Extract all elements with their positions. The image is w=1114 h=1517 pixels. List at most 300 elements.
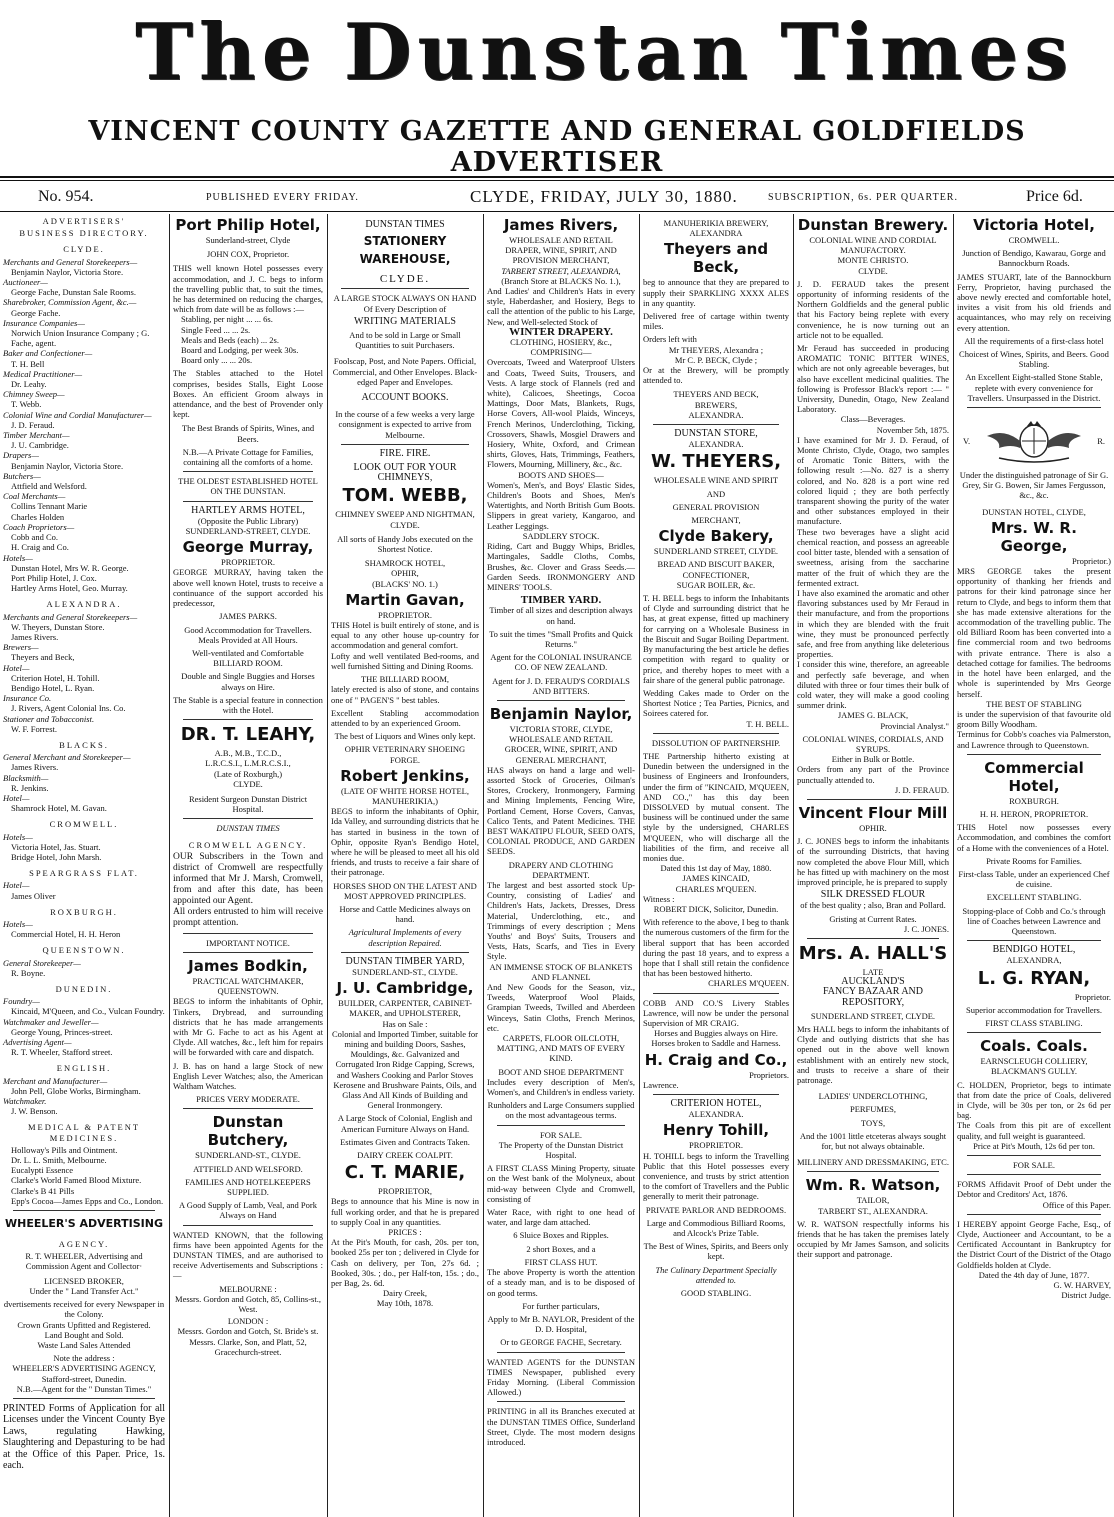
ad-text: T. H. BELL begs to inform the Inhabitants of Clyde and surrounding district that he has, at great expense, fitted up machinery for carrying on a Wholesale Business in the Biscuit and Sugar Boiling Department. By manufacturing the best article he defies competition with regard to quality or price, and thereby hopes to meet with a fair share of the general public patronage.	[643, 593, 789, 685]
ad-text: WANTED AGENTS for the DUNSTAN TIMES Newspaper, published every Friday Morning. (Liberal Commission Allowed.)	[487, 1356, 635, 1398]
list-item: George Young, Princes-street.	[11, 1026, 113, 1037]
ad-text: The Culinary Department Specially attended to.	[655, 1264, 777, 1285]
ad-text: Begs to announce that his Mine is now in full working order, and that he is prepared to supply Coal in any quantities.	[331, 1196, 479, 1227]
signature: CHARLES M'QUEEN.	[675, 883, 757, 894]
signature: J. C. JONES.	[903, 923, 949, 934]
robert-jenkins-heading: Robert Jenkins,	[340, 766, 470, 785]
ad-text: CRITERION HOTEL,	[670, 1098, 762, 1110]
dunstan-brewery-heading: Dunstan Brewery.	[797, 216, 949, 234]
ad-text: Gristing at Current Rates.	[829, 913, 917, 924]
ad-text: And the 1001 little etceteras always sought for, but not always obtainable.	[799, 1130, 947, 1152]
ad-text: ALEXANDRA.	[688, 409, 744, 420]
speargrass-list	[3, 880, 165, 900]
mrs-hall-heading: Mrs. A. HALL'S	[798, 943, 948, 964]
ad-text: All sorts of Handy Jobs executed on the Shortest Notice.	[337, 533, 473, 555]
list-item: Clarke's B 41 Pills	[11, 1185, 75, 1196]
ad-text: CLYDE.	[858, 265, 888, 276]
list-item: Watchmaker and Jeweller—	[3, 1016, 99, 1027]
list-item: James Rivers.	[11, 631, 59, 642]
ad-text: At the Pit's Mouth, for cash, 20s. per ton, booked 25s per ton ; delivered in Clyde for Cash on delivery, per Ton, 27s 6d. ; Booked, 30s. ; do., per Half-ton, 15s. ; do., per Bag, 2s. 6d.	[331, 1237, 479, 1289]
signature: JAMES G. BLACK,	[837, 710, 909, 721]
ad-text: THIS Hotel is built entirely of stone, and is equal to any other house up-country for accommodation and general comfort.	[331, 620, 479, 651]
ad-text: Lofty and well ventilated Bed-rooms, and well furnished Sitting and Dining Rooms.	[331, 650, 479, 671]
proprietor: PROPRIETOR.	[378, 609, 432, 620]
divider	[183, 1108, 313, 1109]
ad-text: FAMILIES AND HOTELKEEPERS SUPPLIED.	[185, 1176, 311, 1197]
ad-text: FOR SALE.	[539, 1129, 583, 1140]
ad-text: TAILOR,	[856, 1195, 890, 1206]
ad-text: LOOK OUT FOR YOUR CHIMNEYS,	[353, 462, 457, 484]
ad-text: ALEXANDRA.	[688, 1109, 744, 1120]
ad-text: Colonial and Imported Timber, suitable for mining and building Doors, Sashes, Mouldings, &c. Galvanized and Corrugated Iron Ridge Capping, Screws, and Washers Cooking and Parlor Stoves Kerosene and Brushware Paints, Oils, and Glass And All Kinds of Building and General Ironmongery.	[331, 1028, 479, 1111]
divider	[653, 733, 779, 734]
ad-text: Large and Commodious Billiard Rooms, and Alcock's Prize Table.	[646, 1217, 786, 1239]
section-roxburgh: ROXBURGH.	[50, 906, 118, 917]
column-1-directory	[0, 214, 168, 1517]
clyde-bakery-heading: Clyde Bakery,	[658, 527, 774, 546]
ad-text: To suit the times "Small Profits and Quick Returns."	[489, 628, 633, 649]
ad-text: Foolscap, Post, and Note Papers. Official, Commercial, and Other Envelopes. Black-edged Paper and Envelopes.	[332, 356, 478, 387]
divider	[183, 501, 313, 502]
ad-text: GENERAL PROVISION	[672, 501, 760, 512]
ad-text: Wedding Cakes made to Order on the Shortest Notice ; Tea Parties, Picnics, and Soirees catered for.	[643, 687, 789, 719]
section-medical: MEDICAL & PATENT MEDICINES.	[27, 1122, 141, 1143]
signature: G. W. HARVEY,	[1053, 1280, 1111, 1291]
ad-text: Good Accommodation for Travellers. Meals Provided at All Hours.	[184, 624, 312, 645]
list-item: Epp's Cocoa—James Epps and Co., London.	[11, 1195, 164, 1206]
ad-text: Junction of Bendigo, Kawarau, Gorge and Bannockburn Roads.	[962, 248, 1106, 269]
divider	[341, 952, 469, 953]
clyde-list	[3, 257, 165, 594]
tom-webb-heading: TOM. WEBB,	[342, 485, 468, 507]
royal-seal-row	[957, 412, 1111, 470]
ad-text: LADIES' UNDERCLOTHING,	[818, 1091, 928, 1102]
ad-text: IMPORTANT NOTICE.	[206, 937, 290, 948]
wheeler-heading: WHEELER'S ADVERTISING	[5, 1217, 163, 1231]
section-queenstown: QUEENSTOWN.	[42, 945, 126, 956]
ad-text: Orders left with	[643, 334, 697, 345]
ad-text: ALEXANDRA	[689, 228, 743, 239]
address: Sunderland-street, Clyde	[205, 235, 291, 245]
ad-text: CARPETS, FLOOR OILCLOTH, MATTING, AND MATS OF EVERY KIND.	[496, 1033, 626, 1064]
ad-text: THIS well known Hotel possesses every accommodation, and J. C. begs to inform the travelling public that, to suit the times, he has determined on reducing the charges, which from date will be as follows :—	[173, 263, 323, 315]
alexandra-list	[3, 612, 165, 734]
ad-text: Water Race, with right to one head of water, and large dam attached.	[487, 1207, 635, 1228]
stationery-warehouse-heading: STATIONERY WAREHOUSE,	[359, 234, 451, 267]
ad-text: PRICES VERY MODERATE.	[196, 1094, 300, 1105]
ad-text: TOYS,	[860, 1117, 886, 1128]
list-item: Hotel—	[3, 662, 30, 673]
ad-text: Superior accommodation for Travellers.	[966, 1004, 1102, 1015]
divider	[497, 1401, 625, 1402]
ad-text: OUR Subscribers in the Town and district of Cromwell are respectfully informed that Mr J. Marsh, Cromwell, from and after this date, has been appointed our Agent.	[173, 851, 323, 906]
ad-text: A LARGE STOCK ALWAYS ON HAND Of Every Description of	[333, 293, 477, 314]
list-item: Meals and Beds (each) ... 2s.	[181, 334, 279, 345]
ad-text: (Branch Store at BLACKS No. 1.),	[501, 275, 621, 286]
ad-text: CLYDE.	[233, 778, 263, 789]
ad-text: Mr Feraud has succeeded in producing AROMATIC TONIC BITTER WINES, which are not only agreeable beverages, but also have excellent medicinal qualities. The following is Professor Black's report :— " University, Dunedin, Otago, New Zealand Laboratory.	[797, 343, 949, 415]
list-item: Stabling, per night ... ... 6s.	[181, 314, 273, 325]
ad-text: Office of this Paper.	[1042, 1199, 1111, 1210]
column-3	[328, 214, 482, 1517]
ad-text: Class—Beverages.	[840, 414, 906, 425]
list-item: Hotels—	[3, 831, 33, 842]
ad-text: The best of Liquors and Wines only kept.	[334, 731, 476, 742]
benjamin-naylor-heading: Benjamin Naylor,	[489, 704, 633, 723]
list-item: Norwich Union Insurance Company ; G. Fache, agent.	[11, 328, 150, 349]
list-item: T. Webb.	[11, 399, 42, 410]
list-item: Dr. L. L. Smith, Melbourne.	[11, 1155, 107, 1166]
ad-text: Lawrence.	[643, 1079, 679, 1090]
masthead-word-dunstan: Dunstan	[343, 7, 754, 98]
list-item: Coach Proprietors—	[3, 521, 75, 532]
ad-text: (Late of Roxburgh,)	[213, 768, 283, 779]
ad-text: Timber of all sizes and description always on hand.	[489, 605, 633, 626]
column-5	[640, 214, 792, 1517]
signature: JAMES KINCAID,	[682, 873, 750, 884]
ad-text: MELBOURNE :	[219, 1283, 277, 1294]
ad-text: Or at the Brewery, will be promptly attended to.	[643, 365, 789, 386]
ad-text: Agricultural Implements of every description Repaired.	[348, 927, 462, 948]
ad-text: A Large Stock of Colonial, English and American Furniture Always on Hand.	[337, 1113, 473, 1134]
hartley-arms-heading: HARTLEY ARMS HOTEL,	[191, 504, 305, 516]
ad-text: I consider this wine, therefore, an agreeable and perfectly safe beverage, and when diluted with three or four times their bulk of cold water, they will make a good cooling summer drink.	[797, 659, 949, 711]
list-item: James Oliver	[11, 890, 56, 901]
ad-text: N.B.—A Private Cottage for Families, containing all the comforts of a home.	[182, 446, 314, 468]
roxburgh-list	[3, 919, 165, 939]
ad-text: Dated the 4th day of June, 1877.	[978, 1269, 1090, 1280]
list-item: J. D. Feraud.	[11, 419, 55, 430]
ad-text: FIRST CLASS HUT.	[524, 1256, 598, 1267]
wheeler-street: Stafford-street, Dunedin.	[41, 1373, 127, 1384]
list-item: George Fache.	[11, 307, 61, 318]
list-item: Criterion Hotel, H. Tohill.	[11, 672, 100, 683]
ad-text: DUNSTAN STORE,	[674, 428, 758, 440]
address: SUNDERLAND STREET, CLYDE.	[653, 546, 779, 557]
ad-text: W. R. WATSON respectfully informs his friends that he has taken the premises lately occupied by Mr James Samson, and solicits their support and patronage.	[797, 1218, 949, 1260]
ad-text: The Stables attached to the Hotel comprises, besides Stalls, Eight Loose Boxes. An efficient Groom always in attendance, and the best of Provender only kept.	[173, 368, 323, 420]
ad-text: May 10th, 1878.	[376, 1298, 434, 1309]
watson-heading: Wm. R. Watson,	[805, 1176, 941, 1195]
section-alexandra: ALEXANDRA.	[46, 599, 122, 610]
list-item: Commercial Hotel, H. H. Heron	[11, 929, 121, 940]
henry-tohill-heading: Henry Tohill,	[662, 1121, 770, 1140]
dunedin-list	[3, 996, 165, 1057]
ad-text: Under the distinguished patronage of Sir G. Grey, Sir G. Bowen, Sir James Fergusson, &c., &c.	[959, 470, 1109, 501]
ad-text: COMPRISING—	[530, 347, 592, 358]
ad-text: Horses and Buggies always on Hire. Horses broken to Saddle and Harness.	[651, 1028, 781, 1049]
ad-text: Messrs. Gordon and Gotch, St. Bride's st. Messrs. Clarke, Son, and Platt, 52, Gracechurch-street.	[177, 1326, 319, 1357]
list-item: J. W. Benson.	[11, 1106, 58, 1117]
ad-text: J. C. JONES begs to inform the inhabitants of the surrounding Districts, that having now completed the above Flour Mill, which he has fitted up with machinery on the most improved principle, he is prepared to supply	[797, 836, 949, 887]
ad-text: (LATE OF WHITE HORSE HOTEL, MANUHERIKIA,)	[340, 785, 470, 806]
medical-list	[3, 1145, 165, 1206]
ad-text: These two beverages have a slight acid chemical reaction, and possess an agreeable cool bitter taste, blended with a sensation of sweetness, arising from the saccharine matter of the fruit of which they are the fermented extract.	[797, 526, 949, 588]
address: SUNDERLAND-STREET, CLYDE.	[185, 526, 311, 537]
list-item: Butchers—	[3, 470, 41, 481]
divider	[183, 952, 313, 953]
ad-text: BEGS to inform the inhabitants of Ophir, Tinkers, Drybread, and surrounding districts that he has made arrangements with Mr G. Fache to act as his Agent at Clyde. All watches, &c., left him for repairs will be forwarded with care and dispatch.	[173, 996, 323, 1058]
list-item: Timber Merchant—	[3, 430, 70, 441]
list-item: Hartley Arms Hotel, Geo. Murray.	[11, 583, 128, 594]
ad-text: Mr THEYERS, Alexandra ;	[668, 344, 764, 355]
seal-letter-r: R.	[1097, 435, 1105, 446]
list-item: T. H. Bell	[11, 358, 45, 369]
wheeler-text: R. T. WHEELER, Advertising and Commission Agent and Collector·	[25, 1251, 143, 1272]
list-item: Medical Practitioner—	[3, 368, 83, 379]
columns	[0, 214, 1114, 1517]
seal-letter-v: V.	[963, 435, 971, 446]
ad-text: Either in Bulk or Bottle.	[831, 754, 915, 765]
list-item: Bridge Hotel, John Marsh.	[11, 851, 102, 862]
ad-text: Estimates Given and Contracts Taken.	[340, 1136, 470, 1147]
list-item: General Storekeeper—	[3, 957, 81, 968]
ad-text: THE Partnership hitherto existing at Dunedin between the undersigned in the business of Engineers and Ironfounders, under the firm of "KINCAID, M'QUEEN, AND CO.," has this day been DISSOLVED by mutual consent. The business will be continued under the same style by the undersigned, CHARLES M'QUEEN, who will discharge all the liabilities of the firm, and receive all monies due.	[643, 750, 789, 863]
ad-text: L.R.C.S.I., L.M.R.C.S.I.,	[205, 758, 291, 769]
ad-text: CROMWELL.	[1008, 235, 1060, 245]
ad-text: HAS always on hand a large and well-assorted Stock of Groceries, Oilman's Stores, Crockery, Ironmongery, Farming and Mining Implements, Fencing Wire, Portland Cement, Horse Covers, Canvas, Calico Tents, and Patent Medicines. THE BEST WAKATIPU FLOUR, SEED OATS, COLONIAL PRODUCE, AND GARDEN SEEDS.	[487, 764, 635, 857]
ad-text: beg to announce that they are prepared to supply their SPARKLING XXXX ALES in any quantity.	[643, 277, 789, 308]
list-item: Dr. Leahy.	[11, 379, 47, 390]
ad-text: EARNSCLEUGH COLLIERY,	[980, 1056, 1088, 1067]
ad-text: Riding, Cart and Buggy Whips, Bridles, Martingales, Saddle Cloths, Combs, Brushes, &c. Clover and Grass Seeds.—Garden Seeds. IRONMONGERY AND MINERS' TOOLS.	[487, 541, 635, 592]
george-murray-heading: George Murray,	[182, 538, 314, 557]
ad-text: A Good Supply of Lamb, Veal, and Pork Always on Hand	[179, 1200, 317, 1221]
divider	[967, 407, 1101, 408]
list-item: H. Craig and Co.	[11, 542, 69, 553]
ad-text: Includes every description of Men's, Women's, and Children's in endless variety.	[487, 1076, 635, 1098]
wheeler-crown: Crown Grants Upfitted and Registered.	[17, 1319, 151, 1330]
divider	[967, 1155, 1101, 1156]
list-item: J. U. Cambridge.	[11, 440, 69, 451]
list-item: Benjamin Naylor, Victoria Store.	[11, 266, 124, 277]
section-cromwell: CROMWELL.	[49, 819, 119, 830]
list-item: Victoria Hotel, Jas. Stuart.	[11, 841, 101, 852]
list-item: Merchants and General Storekeepers—	[3, 611, 138, 622]
port-philip-hotel-heading: Port Philip Hotel,	[175, 216, 321, 234]
list-item: James Rivers.	[11, 762, 59, 773]
list-item: Port Philip Hotel, J. Cox.	[11, 572, 97, 583]
ad-text: MRS GEORGE takes the present opportunity of thanking her friends and patrons for their kind patronage since her return to Clyde, and begs to inform them that she has made extensive alterations for the accommodation of the travelling public. The old Billiard Room has been converted into a fine commercial room and two bedrooms with private entrance. There is also a detached cottage for families. The bedrooms in the hotel have been enlarged, and the whole is superintended by Mrs George herself.	[957, 566, 1111, 699]
list-item: W. Theyers, Dunstan Store.	[11, 621, 105, 632]
ad-text: I have examined for Mr J. D. Feraud, of Monte Christo, Clyde, Otago, two samples of Aromatic Tonic Bitters, with the following result :—No. 827 is a sherry colored, and No. 828 is a port wine red colored liquid ; they are both perfectly transparent showing the purity of the water and other substances employed in their manufacture.	[797, 434, 949, 527]
divider	[341, 288, 469, 289]
ad-text: PRIVATE PARLOR AND BEDROOMS.	[645, 1204, 787, 1215]
list-item: R. T. Wheeler, Stafford street.	[11, 1047, 113, 1058]
ad-text: The Best of Wines, Spirits, and Beers only kept.	[643, 1241, 789, 1262]
signature: J. D. FERAUD.	[894, 784, 949, 795]
victoria-hotel-heading: Victoria Hotel,	[973, 216, 1095, 234]
list-item: Hotels—	[3, 919, 33, 929]
list-item: Shamrock Hotel, M. Gavan.	[11, 803, 107, 814]
divider	[183, 1225, 313, 1226]
divider	[653, 424, 779, 425]
ad-text: Agent for J. D. FERAUD'S CORDIALS AND BITTERS.	[492, 675, 630, 696]
list-item: Auctioneer—	[3, 277, 48, 288]
ad-text: The largest and best assorted stock Up-Country, consisting of Ladies' and Children's Hats, Jackets, Dresses, Dress Material, Underclothing, etc., and Trimmings of every description ; Mens Youths' and Boys' Suits, Trousers and Vests, Hats, Scarfs, and Ties in Every Style.	[487, 879, 635, 962]
ad-text: THE BILLIARD ROOM,	[360, 674, 450, 685]
address: SUNDERLAND-ST., CLYDE.	[195, 1150, 301, 1161]
ad-text: Resident Surgeon Dunstan District Hospital.	[188, 793, 308, 815]
list-item: Advertising Agent—	[3, 1037, 72, 1048]
ad-text: BOOTS AND SHOES—	[518, 469, 604, 480]
ad-text: FORMS Affidavit Proof of Debt under the Debtor and Creditors' Act, 1876.	[957, 1179, 1111, 1200]
ad-text: CLYDE.	[379, 273, 431, 286]
ad-text: For further particulars,	[522, 1300, 600, 1311]
ad-text: JAMES STUART, late of the Bannockburn Ferry, Proprietor, having purchased the above newly erected and comfortable hotel, invites a visit from his old friends and acquaintances, who may rely on receiving every attention.	[957, 271, 1111, 333]
mrs-george-heading: Mrs. W. R. George,	[991, 518, 1077, 555]
ad-text: The Property of the Dunstan District Hospital.	[498, 1139, 624, 1161]
royal-crest-icon	[979, 418, 1089, 464]
proprietor: PROPRIETOR.	[221, 557, 275, 568]
list-item: Holloway's Pills and Ointment.	[11, 1144, 118, 1155]
ad-text: Or to GEORGE FACHE, Secretary.	[500, 1337, 622, 1348]
ad-text: TIMBER YARD.	[520, 594, 602, 607]
list-item: Clarke's World Famed Blood Mixture.	[11, 1175, 142, 1186]
commercial-hotel-heading: Commercial Hotel,	[984, 758, 1084, 795]
martin-gavan-heading: Martin Gavan,	[345, 590, 465, 609]
ad-text: DUNSTAN HOTEL, CLYDE,	[982, 506, 1086, 517]
ad-text: Witness :	[643, 893, 675, 904]
list-item: Baker and Confectioner—	[3, 348, 93, 359]
list-item: Insurance Co.	[3, 693, 52, 704]
list-item: General Merchant and Storekeeper—	[3, 752, 131, 763]
list-item: Single Feed ... ... 2s.	[181, 324, 251, 335]
ad-text: DUNSTAN TIMES	[216, 823, 280, 834]
ad-text: Delivered free of cartage within twenty miles.	[643, 311, 789, 332]
ad-text: The Coals from this pit are of excellent quality, and full weight is guaranteed.	[957, 1120, 1111, 1141]
ad-text: CLOTHING, HOSIERY, &c.,	[510, 337, 612, 348]
section-dunedin: DUNEDIN.	[55, 984, 113, 995]
section-blacks: BLACKS.	[59, 739, 109, 750]
ad-text: is under the supervision of that favourite old groom Billy Woodham.	[957, 708, 1111, 730]
ad-text: CHIMNEY SWEEP AND NIGHTMAN,	[335, 509, 475, 520]
address: TARBERT ST., ALEXANDRA.	[818, 1205, 928, 1216]
ad-text: Double and Single Buggies and Horses always on Hire.	[181, 671, 315, 692]
list-item: Foundry—	[3, 996, 40, 1007]
ad-text: Mrs HALL begs to inform the inhabitants of Clyde and outlying districts that she has opened out in the above well known establishment with an entirely new stock, and trusts to receive a share of their patronage.	[797, 1024, 949, 1086]
top-rule	[0, 176, 1114, 178]
ad-text: BEGS to inform the inhabitants of Ophir, Ida Valley, and surrounding districts that he has started in business in the town of Ophir, opposite Ryan's Bendigo Hotel, where he will be pleased to meet all his old friends, and trusts to receive a fair share of their patronage.	[331, 806, 479, 878]
list-item: Drapers—	[3, 450, 39, 461]
ad-text: COLONIAL WINE AND CORDIAL MANUFACTORY.	[809, 235, 937, 256]
ad-text: Dairy Creek,	[383, 1288, 427, 1299]
ad-text: PRICES :	[388, 1227, 422, 1238]
ad-text: Choicest of Wines, Spirits, and Beers. Good Stabling.	[959, 349, 1109, 370]
ad-text: 6 Sluice Boxes and Ripples.	[513, 1230, 609, 1241]
cromwell-list	[3, 832, 165, 863]
divider	[967, 1032, 1101, 1033]
ad-text: Runholders and Large Consumers supplied on the most advantageous terms.	[487, 1100, 635, 1121]
ad-text: 2 short Boxes, and a	[526, 1243, 596, 1254]
column-2	[170, 214, 326, 1517]
wheeler-act: Under the " Land Transfer Act."	[29, 1285, 139, 1296]
section-clyde: CLYDE.	[63, 244, 105, 255]
ad-text: DUNSTAN TIMBER YARD,	[345, 955, 465, 967]
list-item: Cobb and Co.	[11, 532, 58, 543]
issue-number: No. 954.	[38, 188, 94, 205]
ad-text: And New Goods for the Season, viz., Tweeds, Waterproof Wool Plaids, Grampian Tweeds, Twilled and Aberdeen Winceys, Satin Cloths, French Merinos, etc.	[487, 982, 635, 1033]
column-6	[794, 214, 952, 1517]
wheeler-land: Land Bought and Sold.	[44, 1329, 124, 1340]
ad-text: SILK DRESSED FLOUR	[820, 889, 926, 901]
ad-text: Orders from any part of the Province punctually attended to.	[797, 764, 949, 785]
ad-text: WHOLESALE AND RETAIL	[509, 235, 613, 245]
rates-list	[173, 314, 323, 365]
wheeler-ads: dvertisements received for every Newspaper in the Colony.	[3, 1299, 165, 1320]
ad-text: Price at Pit's Mouth, 12s 6d per ton.	[973, 1140, 1095, 1151]
ad-text: QUEENSTOWN.	[217, 986, 279, 997]
vincent-flour-mill-heading: Vincent Flour Mill	[798, 803, 948, 822]
section-english: ENGLISH.	[56, 1063, 112, 1074]
list-item: R. Boyne.	[11, 967, 46, 978]
ad-text: Well-ventilated and Comfortable BILLIARD ROOM.	[192, 647, 304, 669]
dateline	[0, 184, 1114, 210]
column-4	[484, 214, 638, 1517]
ad-text: All orders entrusted to him will receive prompt attention.	[173, 906, 323, 928]
wheeler-address: WHEELER'S ADVERTISING AGENCY,	[12, 1363, 156, 1374]
ad-text: FIRE. FIRE.	[379, 447, 431, 459]
divider	[183, 719, 313, 720]
list-item: Merchants and General Storekeepers—	[3, 256, 138, 267]
dateline-rule	[0, 211, 1114, 212]
divider	[967, 1174, 1101, 1175]
divider	[13, 1210, 155, 1211]
ad-text: COLONIAL WINES, CORDIALS, AND SYRUPS.	[802, 733, 944, 754]
cambridge-heading: J. U. Cambridge,	[336, 979, 474, 998]
dunstan-butchery-heading: Dunstan Butchery,	[207, 1113, 289, 1150]
ad-text: SUGAR BOILER, &c.	[676, 579, 756, 590]
proprietor: JOHN COX, Proprietor.	[206, 249, 290, 260]
list-item: George Fache, Dunstan Sale Rooms.	[11, 287, 136, 298]
list-item: Chimney Sweep—	[3, 389, 65, 400]
ad-text: (Opposite the Public Library)	[197, 515, 299, 526]
ad-text: BUILDER, CARPENTER, CABINET-MAKER, and UPHOLSTERER,	[338, 998, 472, 1019]
list-item: R. Jenkins.	[11, 782, 49, 793]
ad-text: ALEXANDRA,	[1006, 955, 1062, 966]
list-item: Bendigo Hotel, L. Ryan.	[11, 682, 95, 693]
list-item: Benjamin Naylor, Victoria Store.	[11, 460, 124, 471]
ad-text: All the requirements of a first-class hotel	[964, 335, 1104, 346]
ad-text: MERCHANT,	[691, 515, 741, 526]
ad-text: OPHIR VETERINARY SHOEING FORGE.	[344, 744, 466, 765]
marie-heading: C. T. MARIE,	[344, 1162, 466, 1184]
signature: CHARLES M'QUEEN.	[708, 978, 789, 989]
ad-text: GOOD STABLING.	[680, 1288, 752, 1299]
ad-text: BENDIGO HOTEL,	[992, 944, 1076, 956]
divider	[497, 1125, 625, 1126]
ad-text: BLACKMAN'S GULLY.	[990, 1066, 1077, 1077]
wheeler-note: Note the address :	[53, 1353, 115, 1364]
list-item: Theyers and Beck,	[11, 652, 75, 663]
directory-subtitle: BUSINESS DIRECTORY.	[19, 228, 149, 239]
ad-text: I HEREBY appoint George Fache, Esq., of Clyde, Auctioneer and Accountant, to be a Certificated Accountant in Bankruptcy for the District Court of the District of the Otago Goldfields holden at Clyde.	[957, 1218, 1111, 1270]
masthead-word-times: Times	[780, 7, 1074, 98]
theyers-and-beck-heading: Theyers and Beck,	[663, 240, 769, 277]
ad-text: TARBERT STREET, ALEXANDRA,	[501, 265, 621, 276]
list-item: Insurance Companies—	[3, 317, 85, 328]
ad-text: DUNSTAN TIMES	[365, 219, 445, 230]
ad-text: FANCY BAZAAR AND REPOSITORY,	[822, 986, 923, 1008]
masthead-word-the: The	[135, 7, 318, 98]
list-item: Attfield and Welsford.	[11, 481, 87, 492]
proprietor: Proprietor.	[1074, 991, 1111, 1002]
list-item: John Pell, Globe Works, Birmingham.	[11, 1085, 141, 1096]
ad-text: C. HOLDEN, Proprietor, begs to intimate that from date the price of Coals, delivered in Clyde, will be 30s per ton, or 2s 6d per bag.	[957, 1079, 1111, 1121]
queenstown-list	[3, 958, 165, 978]
w-theyers-heading: W. THEYERS,	[650, 451, 782, 473]
masthead	[0, 0, 1114, 112]
